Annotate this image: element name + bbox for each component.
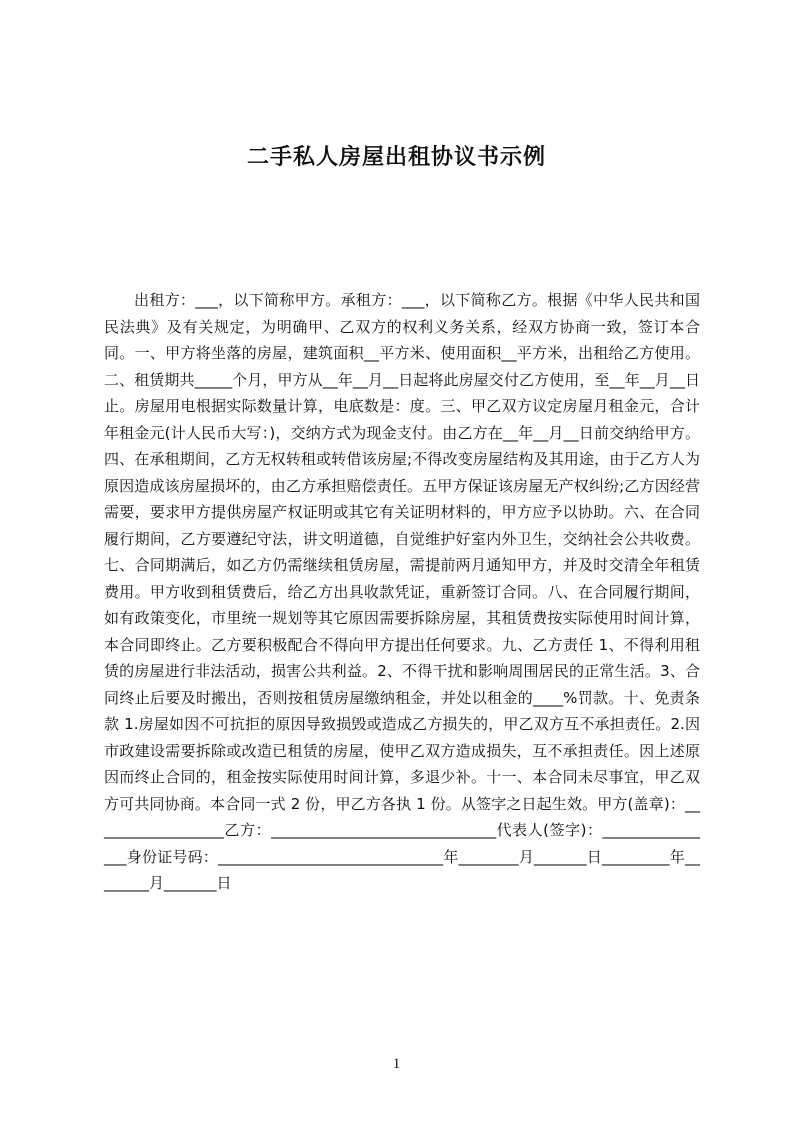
document-title: 二手私人房屋出租协议书示例 — [246, 145, 546, 170]
page-number: 1 — [392, 1056, 401, 1072]
document-body-paragraph: 出租方：___，以下简称甲方。承租方：___，以下简称乙方。根据《中华人民共和国民法典》及有关规定，为明确甲、乙双方的权利义务关系，经双方协商一致，签订本合同。一、甲方将坐落的房屋，建筑面积__平方米、使用面积__平方米，出租给乙方使用。二、租赁期共_____个月，甲方从__年__月__日起将此房屋交付乙方使用，至__年__月__日止。房屋用电根据实际数量计算，电底数是：度。三、甲乙双方议定房屋月租金元，合计年租金元(计人民币大写：)，交纳方式为现金支付。由乙方在__年__月__日前交纳给甲方。四、在承租期间，乙方无权转租或转借该房屋;不得改变房屋结构及其用途，由于乙方人为原因造成该房屋损坏的，由乙方承担赔偿责任。五甲方保证该房屋无产权纠纷;乙方因经营需要，要求甲方提供房屋产权证明或其它有关证明材料的，甲方应予以协助。六、在合同履行期间，乙方要遵纪守法，讲文明道德，自觉维护好室内外卫生，交纳社会公共收费。七、合同期满后，如乙方仍需继续租赁房屋，需提前两月通知甲方，并及时交清全年租赁费用。甲方收到租赁费后，给乙方出具收款凭证，重新签订合同。八、在合同履行期间，如有政策变化，市里统一规划等其它原因需要拆除房屋，其租赁费按实际使用时间计算，本合同即终止。乙方要积极配合不得向甲方提出任何要求。九、乙方责任 1、不得利用租赁的房屋进行非法活动，损害公共利益。2、不得干扰和影响周围居民的正常生活。3、合同终止后要及时搬出，否则按租赁房屋缴纳租金，并处以租金的____%罚款。十、免责条款 1.房屋如因不可抗拒的原因导致损毁或造成乙方损失的，甲乙双方互不承担责任。2.因市政建设需要拆除或改造已租赁的房屋，使甲乙双方造成损失，互不承担责任。因上述原因而终止合同的，租金按实际使用时间计算，多退少补。十一、本合同未尽事宜，甲乙双方可共同协商。本合同一式 2 份，甲乙方各执 1 份。从签字之日起生效。甲方(盖章)：__________________乙方：______________________________代表人(签字)：________________身份证号码：______________________________年________月_______日_________年________月_______日 — [104, 291, 700, 892]
